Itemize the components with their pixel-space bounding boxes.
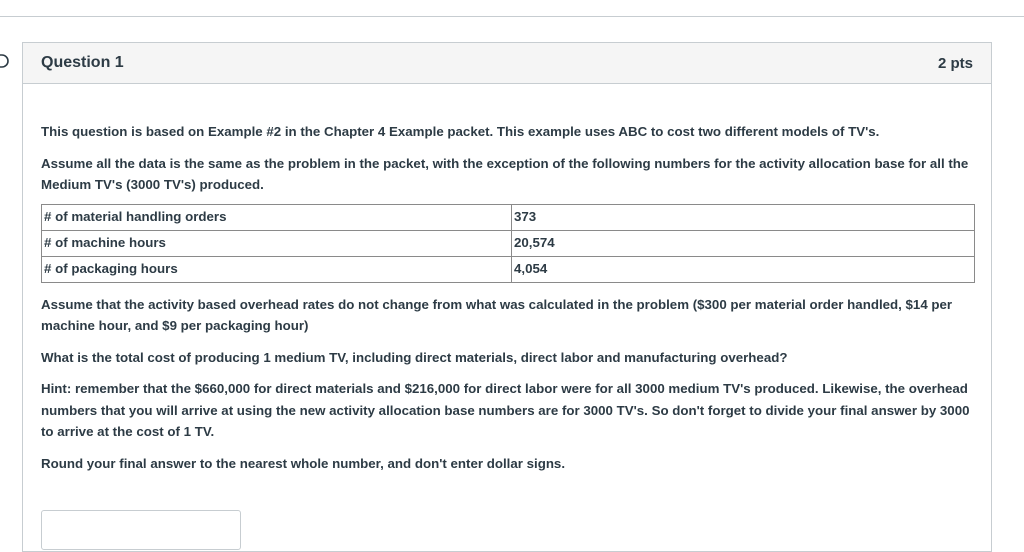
activity-base-table: [41, 204, 975, 283]
question-header: [23, 43, 991, 84]
question-title: Question 1: [41, 54, 124, 71]
answer-input[interactable]: [41, 510, 241, 550]
table-cell-label: # of machine hours: [42, 230, 512, 256]
table-cell-label: # of material handling orders: [42, 204, 512, 230]
question-card: [22, 42, 992, 552]
intro-text: This question is based on Example #2 in the Chapter 4 Example packet. This example uses ABC to cost two different models of TV's.: [41, 124, 880, 139]
assume-text: Assume all the data is the same as the problem in the packet, with the exception of the following numbers for the activity allocation base for all the Medium TV's (3000 TV's) produced.: [41, 155, 969, 192]
hint-text: Hint: remember that the $660,000 for direct materials and $216,000 for direct labor were for all 3000 medium TV's produced. Likewise, the overhead numbers that you will arrive at using the new activity allocation base numbers are for 3000 TV's. So don't forget to divide your final answer by 3000 to arrive at the cost of 1 TV.: [41, 381, 970, 439]
table-cell-value: 20,574: [512, 230, 975, 256]
table-row: [42, 230, 975, 256]
question-body: [23, 84, 991, 474]
table-row: [42, 256, 975, 282]
rates-text: Assume that the activity based overhead rates do not change from what was calculated in the problem ($300 per material order handled, $14 per machine hour, and $9 per packaging hour): [41, 296, 953, 333]
flag-marker-icon[interactable]: [0, 52, 10, 70]
table-cell-value: 4,054: [512, 256, 975, 282]
top-divider: [0, 16, 1024, 17]
question-points: 2 pts: [937, 54, 973, 72]
round-text: Round your final answer to the nearest whole number, and don't enter dollar signs.: [41, 455, 566, 471]
table-row: [42, 204, 975, 230]
table-cell-label: # of packaging hours: [42, 256, 512, 282]
prompt-text: What is the total cost of producing 1 medium TV, including direct materials, direct labor and manufacturing overhead?: [41, 349, 788, 365]
table-cell-value: 373: [512, 204, 975, 230]
